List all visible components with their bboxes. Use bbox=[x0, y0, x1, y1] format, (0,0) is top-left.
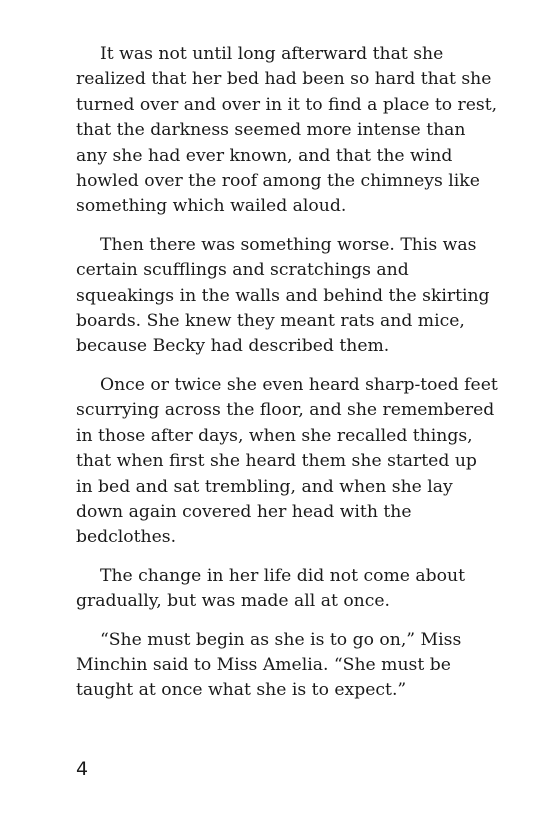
page-body bbox=[76, 42, 498, 717]
paragraph-5: “She must begin as she is to go on,” Miss Minchin said to Miss Amelia. “She must be taught at once what she is to expect.” bbox=[76, 629, 462, 701]
paragraph-4: The change in her life did not come about gradually, but was made all at once. bbox=[76, 565, 465, 612]
page-number: 4 bbox=[76, 758, 89, 780]
paragraph-3: Once or twice she even heard sharp-toed feet scurrying across the floor, and she remembered in those after days, when she recalled things, that when first she heard them she started up in bed and sat trembling, and when she lay down again covered her head with the bedclothes. bbox=[76, 374, 498, 548]
paragraph-1: It was not until long afterward that she realized that her bed had been so hard that she turned over and over in it to find a place to rest, that the darkness seemed more intense than any she had ever known, and that the wind howled over the roof among the chimneys like something which wailed aloud. bbox=[76, 44, 498, 217]
paragraph-2: Then there was something worse. This was certain scufflings and scratchings and squeakings in the walls and behind the skirting boards. She knew they meant rats and mice, because Becky had described them. bbox=[76, 234, 490, 357]
